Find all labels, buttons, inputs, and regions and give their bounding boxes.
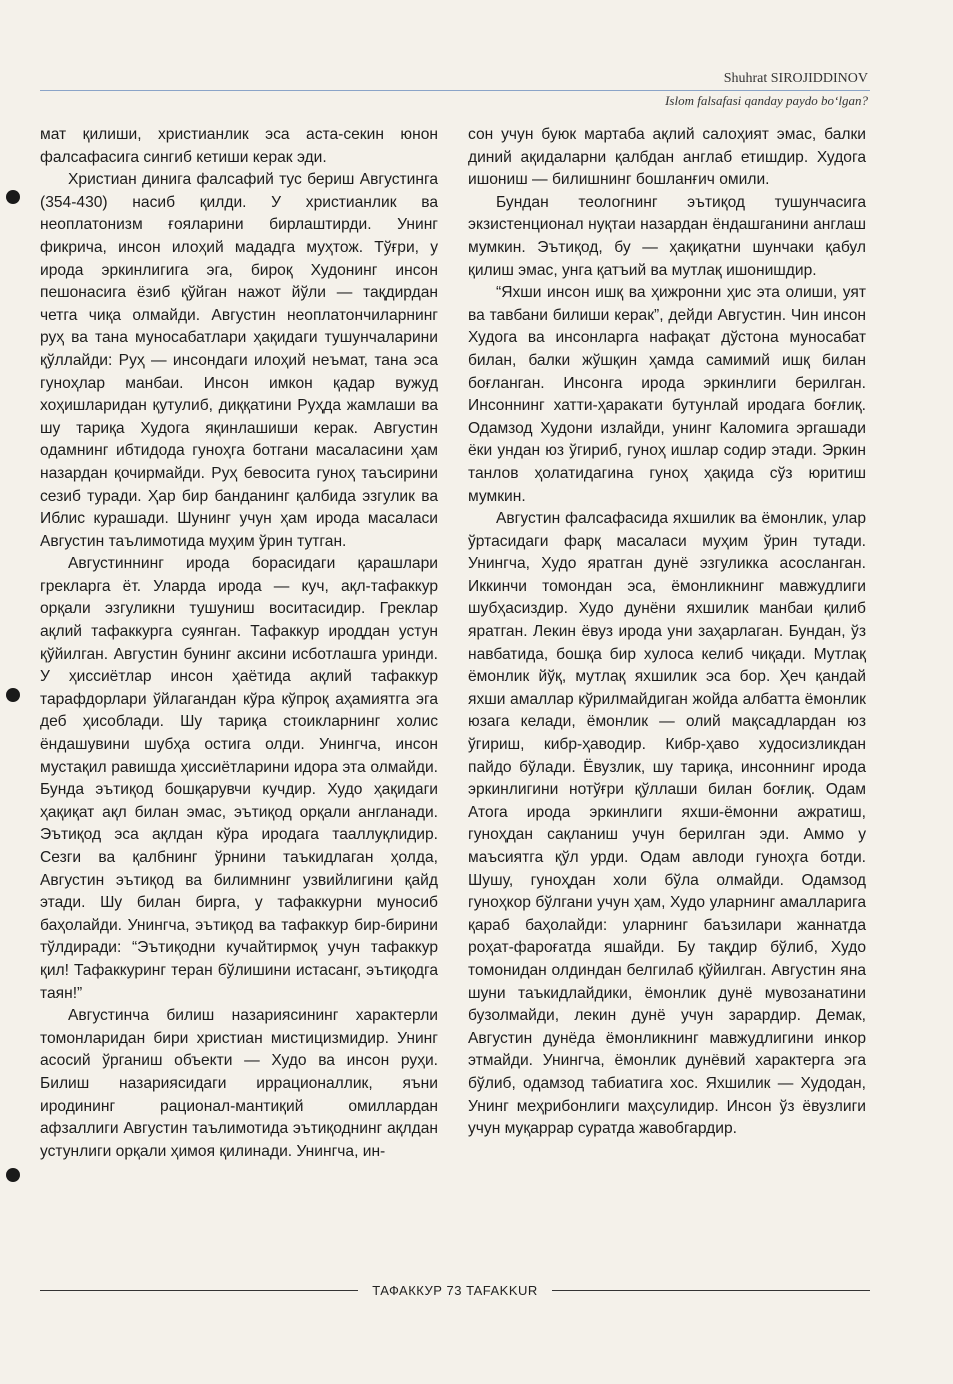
paragraph: сон учун буюк мартаба ақлий салоҳият эмас, балки диний ақидаларни қалбдан англаб етишдир. Худога ишониш — билишнинг бошланғич омили. bbox=[468, 126, 866, 189]
binder-hole bbox=[6, 688, 20, 702]
paragraph: Христиан динига фалсафий тус бериш Августинга (354-430) насиб қилди. У христианлик ва неоплатонизм ғояларини бирлаштирди. Унинг фикрича, инсон илоҳий мададга муҳтож. Тўғри, у ирода эркинлигига эга, бироқ Худонинг инсон пешонасига ёзиб қўйган нажот йўли — тақдирдан четга чиқа олмайди. Августин неоплатончиларнинг руҳ ва тана муносабатлари ҳақидаги тушунчаларини қўллайди: Руҳ — инсондаги илоҳий неъмат, тана эса гуноҳлар манбаи. Инсон имкон қадар вужуд хоҳишларидан қутулиб, диққатини Руҳда жамлаши ва шу тариқа Худога яқинлашиши керак. Августин одамнинг ибтидода гуноҳга ботгани масаласини ҳам назардан қочирмайди. Руҳ бевосита гуноҳ таъсирини сезиб туради. Ҳар бир банданинг қалбида эзгулик ва Иблис курашади. Шунинг учун ҳам ирода масаласи Августин таълимотида муҳим ўрин тутган. bbox=[40, 171, 438, 550]
footer-page-label: ТАФАККУР 73 TAFAKKUR bbox=[372, 1282, 538, 1298]
paragraph: Августинча билиш назариясининг характерли томонларидан бири христиан мистицизмидир. Унинг асосий ўрганиш объекти — Худо ва инсон руҳи. Билиш назариясидаги иррационаллик, яъни иродининг рационал-мантиқий омиллардан афзаллиги Августин таълимотида эътиқоднинг ақлдан устунлиги орқали ҳимоя қилинади. Унингча, ин- bbox=[40, 1007, 438, 1160]
header-divider bbox=[40, 90, 870, 91]
paragraph: Бундан теологнинг эътиқод тушунчасига экзистенционал нуқтаи назардан ёндашганини англаш мумкин. Эътиқод, бу — ҳақиқатни шунчаки қабул қилиш эмас, унга қатъий ва мутлақ ишонишдир. bbox=[468, 193, 866, 279]
binder-hole bbox=[6, 190, 20, 204]
paragraph: “Яхши инсон ишқ ва ҳижронни ҳис эта олиши, уят ва тавбани билиши керак”, дейди Августин. Чин инсон Худога ва инсонларга нафақат дўстона муносабат билан, балки жўшқин ҳамда самимий ишқ билан боғланган. Инсонга ирода эркинлиги берилган. Инсоннинг хатти-ҳаракати бутунлай иродага боғлиқ. Одамзод Худони излайди, унинг Каломига эргашади ёки ундан юз ўгириб, гуноҳ ишлар содир этади. Эркин танлов ҳолатидагина гуноҳ ҳақида сўз юритиш мумкин. bbox=[468, 284, 866, 505]
header-subtitle: Islom falsafasi qanday paydo bo‘lgan? bbox=[665, 93, 868, 108]
page-footer bbox=[40, 1280, 870, 1300]
paragraph: Августиннинг ирода борасидаги қарашлари грекларга ёт. Уларда ирода — куч, ақл-тафаккур орқали эзгуликни тушуниш воситасидир. Греклар ақлий тафаккурга суянган. Тафаккур ироддан устун қўйилган. Августин бунинг аксини исботлашга уринди. У ҳиссиётлар инсон ҳаётида ақлий тафаккур тарафдорлари ўйлагандан кўра кўпроқ аҳамиятга эга деб ҳисоблади. Шу тариқа стоикларнинг холис ёндашувини шубҳа остига олди. Унингча, инсон мустақил равишда ҳиссиётларини идора эта олмайди. Бунда эътиқод бошқарувчи кучдир. Худо ҳақидаги ҳақиқат ақл билан эмас, эътиқод орқали англанади. Эътиқод эса ақлдан кўра иродага тааллуқлидир. Сезги ва қалбнинг ўрнини таъкидлаган ҳолда, Августин эътиқод ва билимнинг узвийлигини қайд этади. Шу билан бирга, у тафаккурни муносиб баҳолайди. Унингча, эътиқод ва тафаккур бир-бирини тўлдиради: “Эътиқодни кучайтирмоқ учун тафаккур қил! Тафаккуринг теран бўлишини истасанг, эътиқодга таян!” bbox=[40, 555, 438, 1002]
binder-hole bbox=[6, 1168, 20, 1182]
paragraph: Августин фалсафасида яхшилик ва ёмонлик, улар ўртасидаги фарқ масаласи муҳим ўрин тутади. Унингча, Худо яратган дунё эзгуликка асосланган. Иккинчи томондан эса, ёмонликнинг мавжудлиги шубҳасиздир. Худо дунёни яхшилик манбаи қилиб яратган. Лекин ёвуз ирода уни заҳарлаган. Бундан, ўз навбатида, бошқа бир хулоса келиб чиқади. Мутлақ ёмонлик йўқ, мутлақ яхшилик эса бор. Ҳеч қандай яхши амаллар кўрилмайдиган жойда албатта ёмонлик юзага келади, ёмонлик — олий мақсадлардан юз ўгириш, кибр-ҳаводир. Кибр-ҳаво худосизликдан пайдо бўлади. Ёвузлик, шу тариқа, инсоннинг ирода эркинлигини нотўғри қўллаши билан боғлиқ. Одам Атога ирода эркинлиги яхши-ёмонни ажратиш, гуноҳдан сақланиш учун берилган эди. Аммо у маъсиятга қўл урди. Одам авлоди гуноҳга ботди. Шушу, гуноҳдан холи бўла олмайди. Одамзод гуноҳкор бўлгани учун ҳам, Худо уларнинг амалларига қараб баҳолайди: уларнинг баъзилари жаннатда роҳат-фароғатда яшайди. Бу тақдир бўлиб, Худо томонидан олдиндан белгилаб қўйилган. Августин яна шуни таъкидлайдики, ёмонлик дунё мувозанатини бузолмайди, лекин дунё учун зарардир. Демак, Августин дунёда ёмонликнинг мавжудлигини инкор этмайди. Унингча, ёмонлик дунёвий характерга эга бўлиб, одамзод табиатига хос. Яхшилик — Худодан, Унинг меҳрибонлиги маҳсулидир. Инсон ўз ёвузлиги учун муқаррар суратда жавобгардир. bbox=[468, 510, 866, 1138]
left-column bbox=[40, 124, 438, 1163]
footer-rule-right bbox=[552, 1290, 870, 1291]
footer-rule-left bbox=[40, 1290, 358, 1291]
right-column bbox=[468, 124, 866, 1141]
header-author: Shuhrat SIROJIDDINOV bbox=[723, 71, 868, 86]
paragraph: мат қилиши, христианлик эса аста-секин юнон фалсафасига сингиб кетиши керак эди. bbox=[40, 126, 438, 166]
